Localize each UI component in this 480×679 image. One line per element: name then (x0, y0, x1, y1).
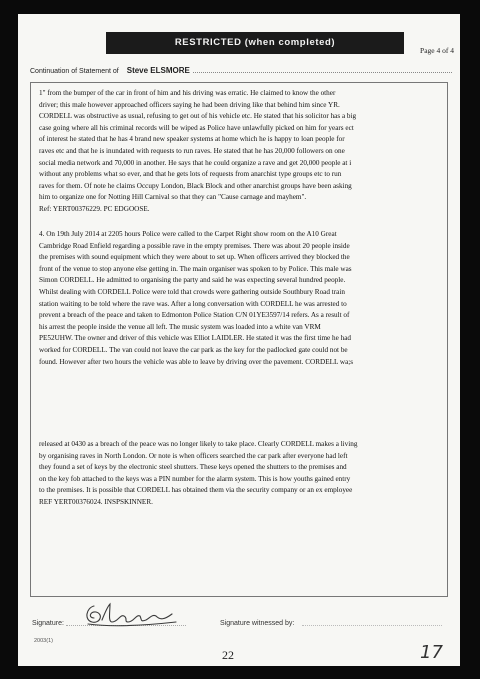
statement-line: prevent a breach of the peace and taken to Edmonton Police Station C/N 01YE3597/14 refers. As a result of (39, 311, 350, 320)
witness-dotted-line (302, 625, 442, 626)
statement-line: raves for them. Of note he claims Occupy London, Black Block and other anarchist groups have been asking (39, 181, 352, 190)
paragraph-4-continued (39, 439, 443, 509)
statement-line: driver; this male however approached officers saying he had been driving like that behind him since YR. (39, 100, 340, 109)
statement-line: 4. On 19th July 2014 at 2205 hours Police were called to the Carpet Right show room on the A10 Great (39, 230, 337, 238)
paragraph-1 (39, 88, 443, 216)
statement-line: by organising raves in North London. Or note is when officers searched the car park after everyone had left (39, 451, 348, 460)
form-code: 2003(1) (34, 638, 53, 644)
handwritten-signature (80, 600, 190, 630)
page-indicator: Page 4 of 4 (420, 46, 454, 55)
statement-line: social media network and 70,000 in another. He says that he could organize a rave and get 20,000 people at i (39, 158, 352, 167)
statement-line: without any problems what so ever, and that he gets lots of requests from anarchist type groups etc to run (39, 170, 342, 179)
witness-label: Signature witnessed by: (220, 620, 295, 627)
signature-block (30, 606, 448, 636)
statement-line: his arrest the people inside the venue all left. The music system was loaded into a white van VRM (39, 322, 321, 331)
statement-line: worked for CORDELL. The van could not leave the car park as the key for the padlocked gate could not be (39, 345, 348, 354)
continuation-label: Continuation of Statement of (30, 68, 119, 75)
statement-line: to the premises. It is possible that CORDELL has obtained them via the security company or an ex employee (39, 486, 353, 495)
statement-line: of interest he stated that he has 4 brand new speaker systems at home which he is happy to loan people for (39, 135, 345, 144)
statement-line: front of the venue to stop anyone else getting in. The main organiser was spoken to by Police. This male was (39, 264, 352, 273)
statement-line: him to organize one for Notting Hill Carnival so that they can "Cause carnage and mayhem". (39, 193, 307, 202)
statement-line: CORDELL was obstructive as usual, refusing to get out of his vehicle etc. He stated that his solicitor has a big (39, 112, 357, 121)
statement-line: Simon CORDELL. He admitted to organising the party and said he was expecting several hundred people. (39, 276, 346, 285)
statement-line: REF YERT00376024. INSPSKINNER. (39, 497, 153, 506)
statement-line: PE52UHW. The owner and driver of this vehicle was Elliot LAIDLER. He stated it was the first time he had (39, 334, 351, 343)
statement-line: case going where all his criminal records will be wiped as Police have unlawfully picked on him for years ect (39, 123, 354, 132)
statement-line: on the key fob attached to the keys was a PIN number for the alarm system. This is how youths gained entry (39, 474, 351, 483)
restricted-banner: RESTRICTED (when completed) (106, 32, 404, 54)
statement-page (18, 14, 460, 666)
statement-line: raves etc and that he is inundated with requests to run raves. He stated that he has 20,000 followers on one (39, 146, 345, 155)
paragraph-4 (39, 229, 443, 368)
statement-line: they found a set of keys by the electronic steel shutters. These keys opened the shutters to the premises and (39, 463, 347, 472)
statement-line: the premises with sound equipment which they were about to set up. When officers arrived they blocked the (39, 253, 350, 262)
statement-line: found. However after two hours the vehicle was able to leave by driving over the pavement. CORDELL wa;s (39, 357, 354, 366)
statement-line: Cambridge Road Enfield regarding a possible rave in the empty premises. There was about 20 people inside (39, 241, 350, 250)
statement-body (30, 82, 448, 597)
signature-label: Signature: (32, 620, 64, 627)
statement-line: station waiting to be told where the rave was. After a long conversation with CORDELL he was arrested to (39, 299, 347, 308)
statement-author: Steve ELSMORE (126, 66, 190, 75)
statement-line: 1" from the bumper of the car in front of him and his driving was erratic. He claimed to know the other (39, 89, 336, 97)
page-number: 22 (222, 648, 234, 662)
handwritten-page-number: 17 (420, 642, 443, 663)
statement-line: released at 0430 as a breach of the peace was no longer likely to take place. Clearly CORDELL makes a living (39, 440, 358, 448)
statement-line: Ref: YERT00376229. PC EDGOOSE. (39, 204, 150, 213)
continuation-dotted-line (193, 65, 452, 73)
continuation-line (30, 65, 452, 75)
statement-line: Whilst dealing with CORDELL Police were told that crowds were gathering outside Southbury Road train (39, 287, 345, 296)
